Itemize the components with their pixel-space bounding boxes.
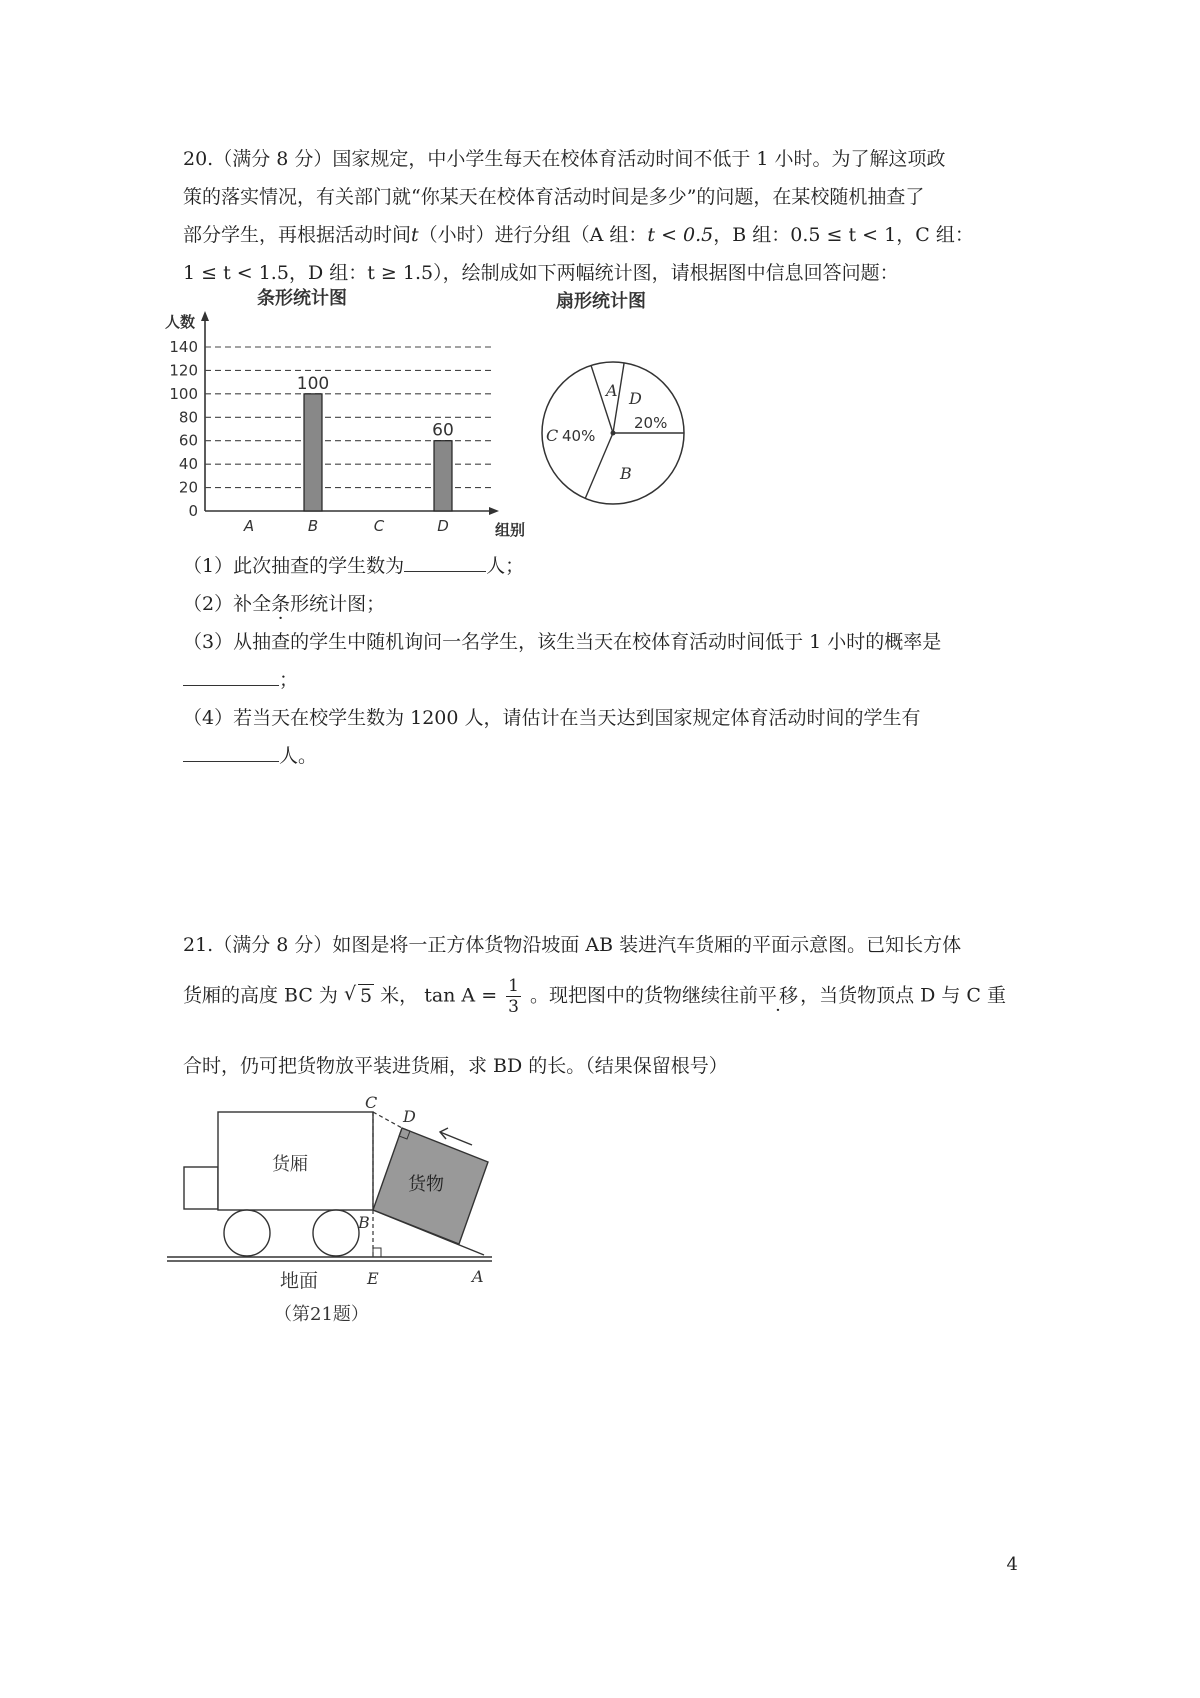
y-tick-label: 120 — [169, 361, 198, 380]
ground-label: 地面 — [280, 1270, 319, 1292]
q20-line4: 1 ≤ t < 1.5，D 组：t ≥ 1.5），绘制成如下两幅统计图，请根据图中信息回答问题： — [183, 262, 899, 284]
q21-line2: 货厢的高度 BC 为 √ 5 米， tan A = $\frac{1}{3}$ 。现把图中的货物继续往前平移，当货物顶点 D 与 C 重 — [183, 976, 1006, 1017]
figure-caption: （第21题） — [274, 1304, 369, 1325]
y-axis-arrow — [201, 311, 209, 321]
q20-sub3-answer: ； — [183, 665, 298, 692]
y-tick-label: 100 — [169, 384, 198, 403]
label-d: D — [403, 1107, 416, 1126]
bar-chart — [165, 283, 525, 543]
y-tick-label: 40 — [178, 455, 198, 474]
y-tick-label: 0 — [188, 502, 198, 520]
bar-D — [434, 441, 452, 511]
q20-sub3: （3）从抽查的学生中随机询问一名学生，该生当天在校体育活动时间低于 1 小时的概率是 — [183, 631, 942, 653]
truck-diagram — [162, 1090, 502, 1330]
y-axis-label: 人数 — [165, 313, 196, 331]
q20-line1: 20.（满分 8 分）国家规定，中小学生每天在校体育活动时间不低于 1 小时。为了解这项政 — [183, 148, 946, 170]
q20-sub2: （2）补全条形统计图； — [183, 593, 386, 615]
label-b: B — [358, 1213, 370, 1232]
bar-B — [304, 394, 322, 511]
q21-line1: 21.（满分 8 分）如图是将一正方体货物沿坡面 AB 装进汽车货厢的平面示意图。已知长方体 — [183, 934, 962, 956]
y-tick-label: 140 — [169, 338, 198, 356]
pie-label-d: D — [629, 389, 642, 408]
wheel-rear — [313, 1210, 359, 1256]
wheel-front — [224, 1210, 270, 1256]
x-axis-label: 组别 — [495, 521, 525, 539]
x-tick-label: D — [437, 517, 449, 535]
page-number: 4 — [1006, 1554, 1018, 1575]
pie-label-c: C — [546, 426, 559, 445]
question-20 — [183, 140, 1033, 292]
q20-line2: 策的落实情况，有关部门就“你某天在校体育活动时间是多少”的问题，在某校随机抽查了 — [183, 186, 925, 208]
q20-sub1: （1）此次抽查的学生数为 人； — [183, 555, 525, 577]
fraction: $\frac{1}{3}$ — [508, 976, 519, 1017]
pie-label-b: B — [620, 464, 632, 483]
x-tick-label: C — [373, 517, 385, 535]
pie-chart-title: 扇形统计图 — [556, 291, 646, 312]
label-e: E — [367, 1269, 379, 1288]
y-tick-label: 20 — [178, 478, 198, 497]
bar-value-label: 60 — [432, 420, 454, 441]
bar-chart-title: 条形统计图 — [257, 288, 347, 309]
cargo-label: 货物 — [408, 1174, 444, 1195]
line-cd — [373, 1112, 402, 1128]
truck-cab — [184, 1167, 218, 1209]
label-a: A — [472, 1267, 484, 1286]
x-axis-arrow — [489, 507, 499, 515]
y-tick-label: 80 — [178, 408, 198, 427]
truck-box-label: 货厢 — [272, 1154, 308, 1175]
x-tick-label: B — [307, 517, 319, 535]
q21-line3: 合时，仍可把货物放平装进货厢，求 BD 的长。（结果保留根号） — [183, 1055, 728, 1077]
y-tick-label: 60 — [178, 431, 198, 450]
pie-center — [611, 431, 616, 436]
bar-value-label: 100 — [296, 373, 330, 394]
pie-value-c: 40% — [562, 427, 596, 445]
pie-chart — [538, 283, 718, 533]
pie-value-d: 20% — [634, 414, 668, 432]
pie-label-a: A — [606, 381, 618, 400]
q20-sub4: （4）若当天在校学生数为 1200 人，请估计在当天达到国家规定体育活动时间的学生有 — [183, 707, 921, 729]
label-c: C — [365, 1093, 378, 1112]
sqrt-expression: √ 5 — [343, 982, 373, 1007]
q20-line3: 部分学生，再根据活动时间t（小时）进行分组（A 组：t < 0.5，B 组：0.5 ≤ t < 1，C 组： — [183, 224, 974, 246]
x-tick-label: A — [243, 517, 255, 535]
q20-sub4-answer: 人。 — [183, 741, 317, 768]
